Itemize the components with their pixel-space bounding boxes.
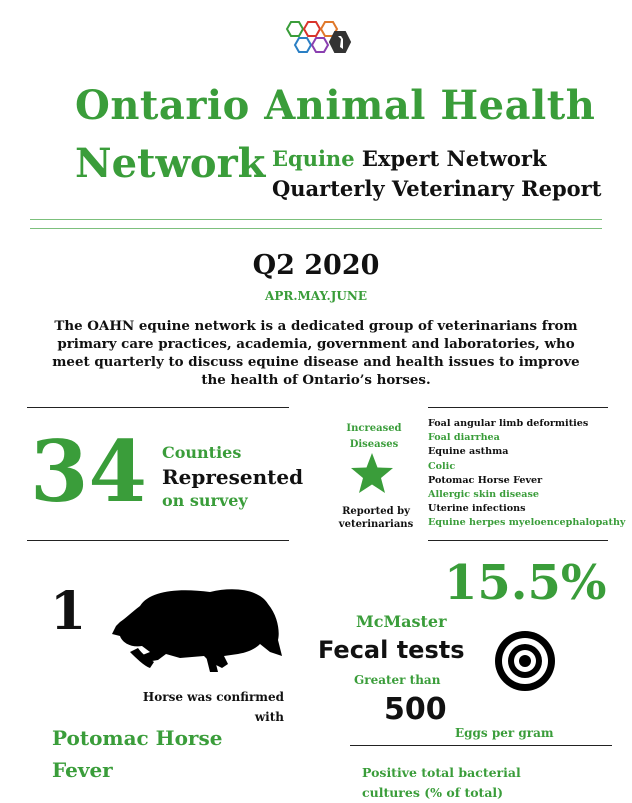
report-title-line2: Network bbox=[75, 140, 266, 187]
horse-count: 1 bbox=[50, 581, 87, 642]
intro-paragraph: The OAHN equine network is a dedicated group of veterinarians from primary care practices, academia, government and laboratories, who meet quarterly to discuss equine disease and health issues to improve the health of Ontario’s horses. bbox=[52, 318, 580, 388]
increased-diseases-heading bbox=[338, 421, 410, 453]
increased-label: Increased bbox=[346, 423, 402, 434]
section-divider-right-bottom bbox=[428, 540, 608, 541]
diseases-label: Diseases bbox=[349, 439, 399, 450]
phf-line1: Potomac Horse bbox=[52, 726, 223, 750]
oahn-logo bbox=[283, 20, 363, 62]
fecal-percentage: 15.5% bbox=[444, 555, 607, 611]
quarter-title: Q2 2020 bbox=[252, 250, 380, 281]
counties-label: Counties bbox=[162, 443, 242, 462]
disease-list bbox=[428, 417, 626, 531]
subtitle-highlight: Equine bbox=[272, 146, 355, 171]
egg-threshold-value: 500 bbox=[384, 692, 447, 727]
greater-than-label: Greater than bbox=[354, 673, 441, 687]
section-divider-right-top bbox=[428, 407, 608, 408]
subtitle-line1 bbox=[272, 146, 547, 171]
disease-item: Equine herpes myeloencephalopathy bbox=[428, 517, 626, 529]
subtitle-rest: Expert Network bbox=[361, 146, 547, 171]
header-divider-top bbox=[30, 219, 602, 220]
potomac-horse-fever-label bbox=[52, 722, 252, 786]
subtitle-line2: Quarterly Veterinary Report bbox=[272, 176, 602, 201]
disease-item: Potomac Horse Fever bbox=[428, 474, 543, 486]
reported-by-label bbox=[334, 505, 418, 531]
quarter-months: APR.MAY.JUNE bbox=[265, 289, 367, 303]
on-survey-label: on survey bbox=[162, 491, 248, 510]
section-divider-left-bottom bbox=[27, 540, 289, 541]
star-icon bbox=[350, 451, 394, 495]
section-divider-left-top bbox=[27, 407, 289, 408]
mcmaster-label: McMaster bbox=[356, 612, 447, 631]
bacterial-cultures-label bbox=[362, 763, 562, 803]
report-title-line1: Ontario Animal Health bbox=[75, 82, 596, 129]
fecal-tests-label: Fecal tests bbox=[318, 636, 465, 664]
eggs-per-gram-label: Eggs per gram bbox=[455, 726, 554, 740]
reported-line2: veterinarians bbox=[338, 519, 414, 530]
phf-line2: Fever bbox=[52, 758, 113, 782]
disease-item: Foal diarrhea bbox=[428, 432, 500, 444]
disease-item: Colic bbox=[428, 460, 456, 472]
lying-horse-icon bbox=[110, 582, 290, 674]
header-divider-bottom bbox=[30, 228, 602, 229]
reported-line1: Reported by bbox=[342, 506, 410, 517]
horse-confirmed-caption bbox=[132, 687, 284, 727]
represented-label: Represented bbox=[162, 465, 304, 489]
disease-item: Uterine infections bbox=[428, 503, 526, 515]
horse-caption-line1: Horse was confirmed bbox=[142, 690, 284, 704]
bacterial-line2: cultures (% of total) bbox=[362, 785, 504, 800]
bacterial-line1: Positive total bacterial bbox=[362, 765, 521, 780]
disease-item: Allergic skin disease bbox=[428, 489, 540, 501]
target-icon bbox=[494, 630, 556, 692]
counties-count: 34 bbox=[30, 422, 147, 521]
disease-item: Equine asthma bbox=[428, 446, 509, 458]
disease-item: Foal angular limb deformities bbox=[428, 418, 589, 429]
section-divider-fecal bbox=[350, 745, 612, 746]
horse-caption-line2: with bbox=[254, 710, 284, 724]
